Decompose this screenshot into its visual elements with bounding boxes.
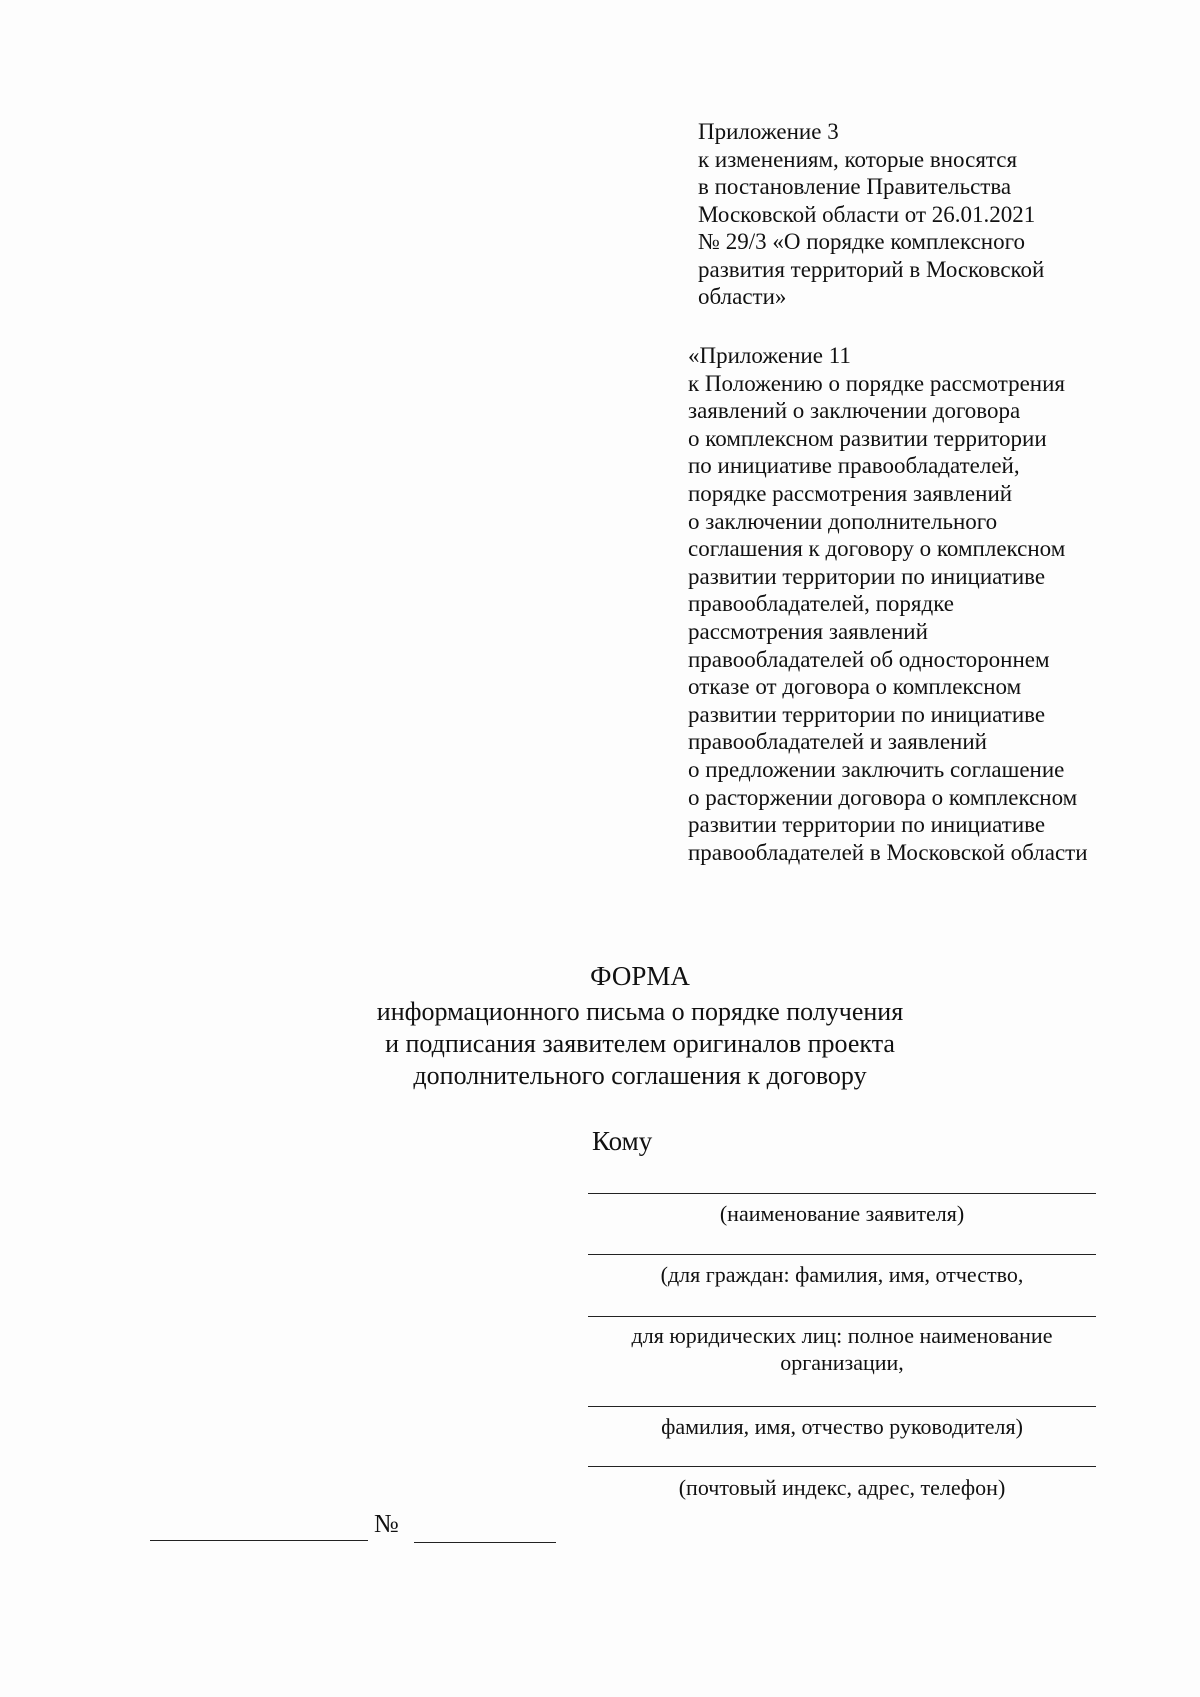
- inner-annex-line: развитии территории по инициативе: [688, 812, 1046, 838]
- inner-annex-line: развитии территории по инициативе: [688, 563, 1046, 589]
- form-subtitle: [300, 996, 980, 1092]
- recipient-name-line[interactable]: [588, 1193, 1096, 1194]
- inner-annex-line: правообладателей об одностороннем: [688, 646, 1050, 672]
- date-number-row: [150, 1506, 560, 1546]
- annex-header: [698, 118, 1138, 311]
- caption-line: (наименование заявителя): [719, 1201, 965, 1226]
- recipient-address-line[interactable]: [588, 1466, 1096, 1467]
- caption-line: для юридических лиц: полное наименование: [631, 1323, 1053, 1348]
- number-sign: №: [374, 1509, 399, 1538]
- date-line[interactable]: [150, 1540, 368, 1541]
- inner-annex-line: рассмотрения заявлений: [688, 618, 928, 644]
- inner-annex-line: развитии территории по инициативе: [688, 701, 1046, 727]
- annex-line: области»: [698, 284, 787, 309]
- form-subtitle-line: и подписания заявителем оригиналов проекта: [385, 1029, 895, 1058]
- inner-annex-line: «Приложение 11: [688, 343, 851, 368]
- annex-line: к изменениям, которые вносятся: [698, 146, 1018, 172]
- caption-line: организации,: [780, 1350, 904, 1375]
- form-subtitle-line: информационного письма о порядке получения: [376, 997, 904, 1026]
- inner-annex-line: о предложении заключить соглашение: [688, 756, 1065, 782]
- inner-annex-line: правообладателей в Московской области: [688, 839, 1088, 865]
- annex-line: № 29/3 «О порядке комплексного: [698, 229, 1025, 254]
- inner-annex-line: по инициативе правообладателей,: [688, 453, 1020, 479]
- annex-line: в постановление Правительства: [698, 174, 1012, 199]
- recipient-head-caption: [588, 1413, 1096, 1440]
- inner-annex-header: [688, 342, 1148, 866]
- recipient-address-caption: [588, 1474, 1096, 1501]
- inner-annex-line: заявлений о заключении договора: [688, 398, 1021, 424]
- caption-line: (почтовый индекс, адрес, телефон): [678, 1475, 1006, 1500]
- caption-line: (для граждан: фамилия, имя, отчество,: [660, 1262, 1024, 1287]
- form-title: ФОРМА: [590, 961, 690, 991]
- inner-annex-line: соглашения к договору о комплексном: [688, 536, 1066, 562]
- recipient-legal-entity-line[interactable]: [588, 1316, 1096, 1317]
- inner-annex-line: о расторжении договора о комплексном: [688, 784, 1078, 810]
- inner-annex-line: порядке рассмотрения заявлений: [688, 480, 1013, 506]
- recipient-citizen-caption: [588, 1261, 1096, 1288]
- annex-line: развития территорий в Московской: [698, 256, 1045, 282]
- caption-line: фамилия, имя, отчество руководителя): [661, 1414, 1023, 1439]
- recipient-citizen-line[interactable]: [588, 1254, 1096, 1255]
- recipient-head-line[interactable]: [588, 1406, 1096, 1407]
- inner-annex-line: правообладателей, порядке: [688, 591, 955, 617]
- recipient-legal-entity-caption: [588, 1322, 1096, 1376]
- inner-annex-line: к Положению о порядке рассмотрения: [688, 370, 1065, 396]
- recipient-name-caption: [588, 1200, 1096, 1227]
- number-line[interactable]: [414, 1542, 556, 1543]
- inner-annex-line: о заключении дополнительного: [688, 508, 998, 534]
- inner-annex-line: о комплексном развитии территории: [688, 425, 1047, 451]
- inner-annex-line: правообладателей и заявлений: [688, 729, 987, 755]
- annex-line: Московской области от 26.01.2021: [698, 201, 1036, 227]
- form-subtitle-line: дополнительного соглашения к договору: [413, 1061, 867, 1090]
- recipient-label: Кому: [592, 1126, 653, 1156]
- annex-line: Приложение 3: [698, 119, 839, 144]
- inner-annex-line: отказе от договора о комплексном: [688, 674, 1022, 700]
